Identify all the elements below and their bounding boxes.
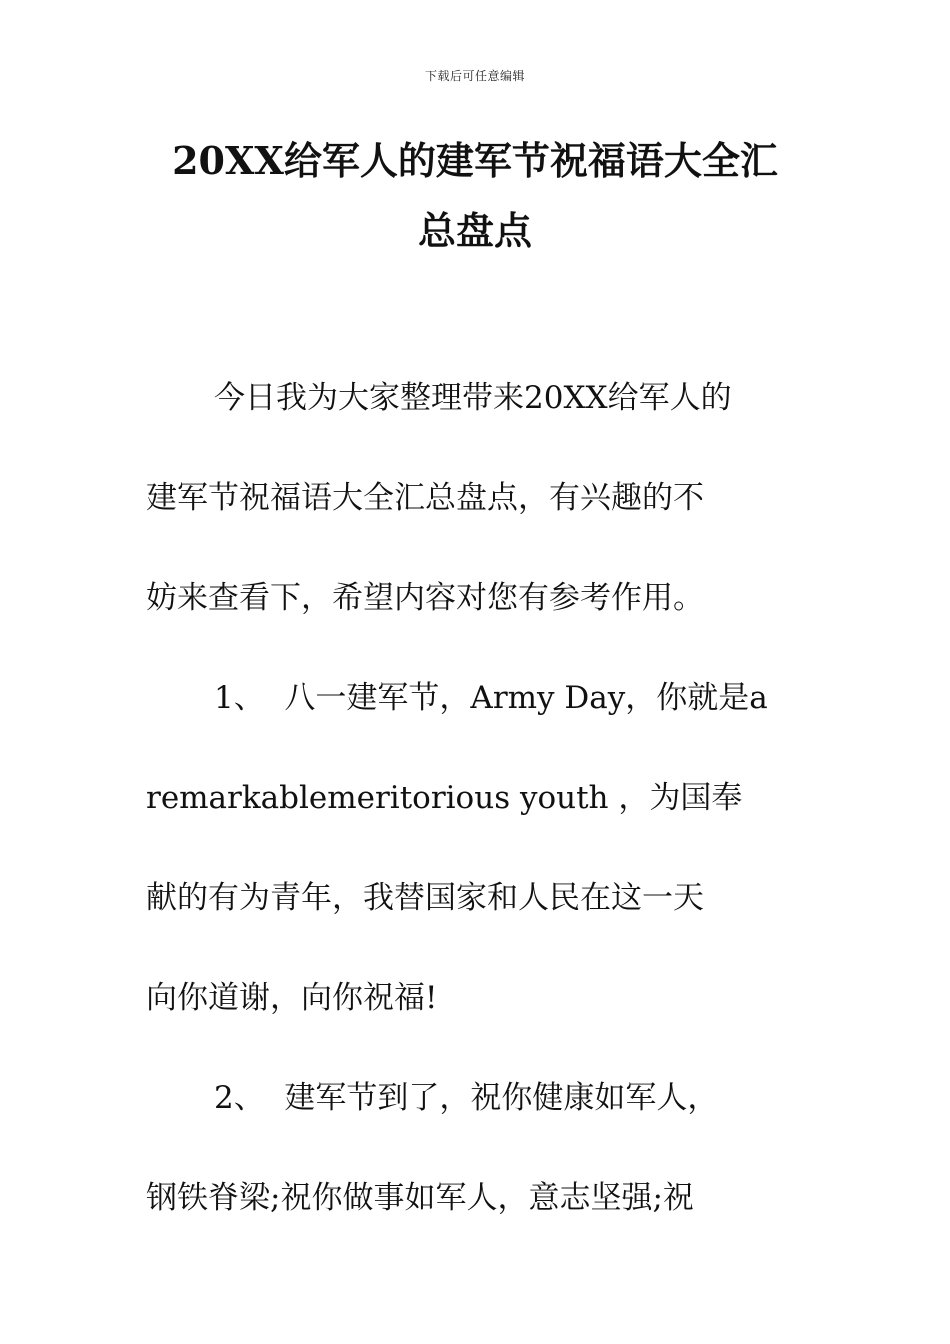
document-title-line-1: 20XX给军人的建军节祝福语大全汇 [172, 138, 778, 183]
list-item-1-line-3: 献的有为青年，我替国家和人民在这一天 [146, 880, 704, 916]
list-item-1-line-2: remarkablemeritorious youth ，为国奉 [146, 780, 743, 816]
document-title-line-2: 总盘点 [417, 208, 532, 253]
body-paragraph-1-line-3: 妨来查看下，希望内容对您有参考作用。 [146, 580, 704, 616]
list-item-2-line-2: 钢铁脊梁;祝你做事如军人，意志坚强;祝 [146, 1180, 694, 1216]
list-item-1-line-4: 向你道谢，向你祝福! [146, 980, 438, 1016]
body-paragraph-1-line-1: 今日我为大家整理带来20XX给军人的 [214, 380, 732, 416]
header-note: 下载后可任意编辑 [424, 69, 525, 83]
list-item-2-line-1: 2、 建军节到了，祝你健康如军人， [214, 1080, 719, 1116]
list-item-1-line-1: 1、 八一建军节，Army Day，你就是a [214, 680, 768, 716]
body-paragraph-1-line-2: 建军节祝福语大全汇总盘点，有兴趣的不 [146, 480, 704, 516]
